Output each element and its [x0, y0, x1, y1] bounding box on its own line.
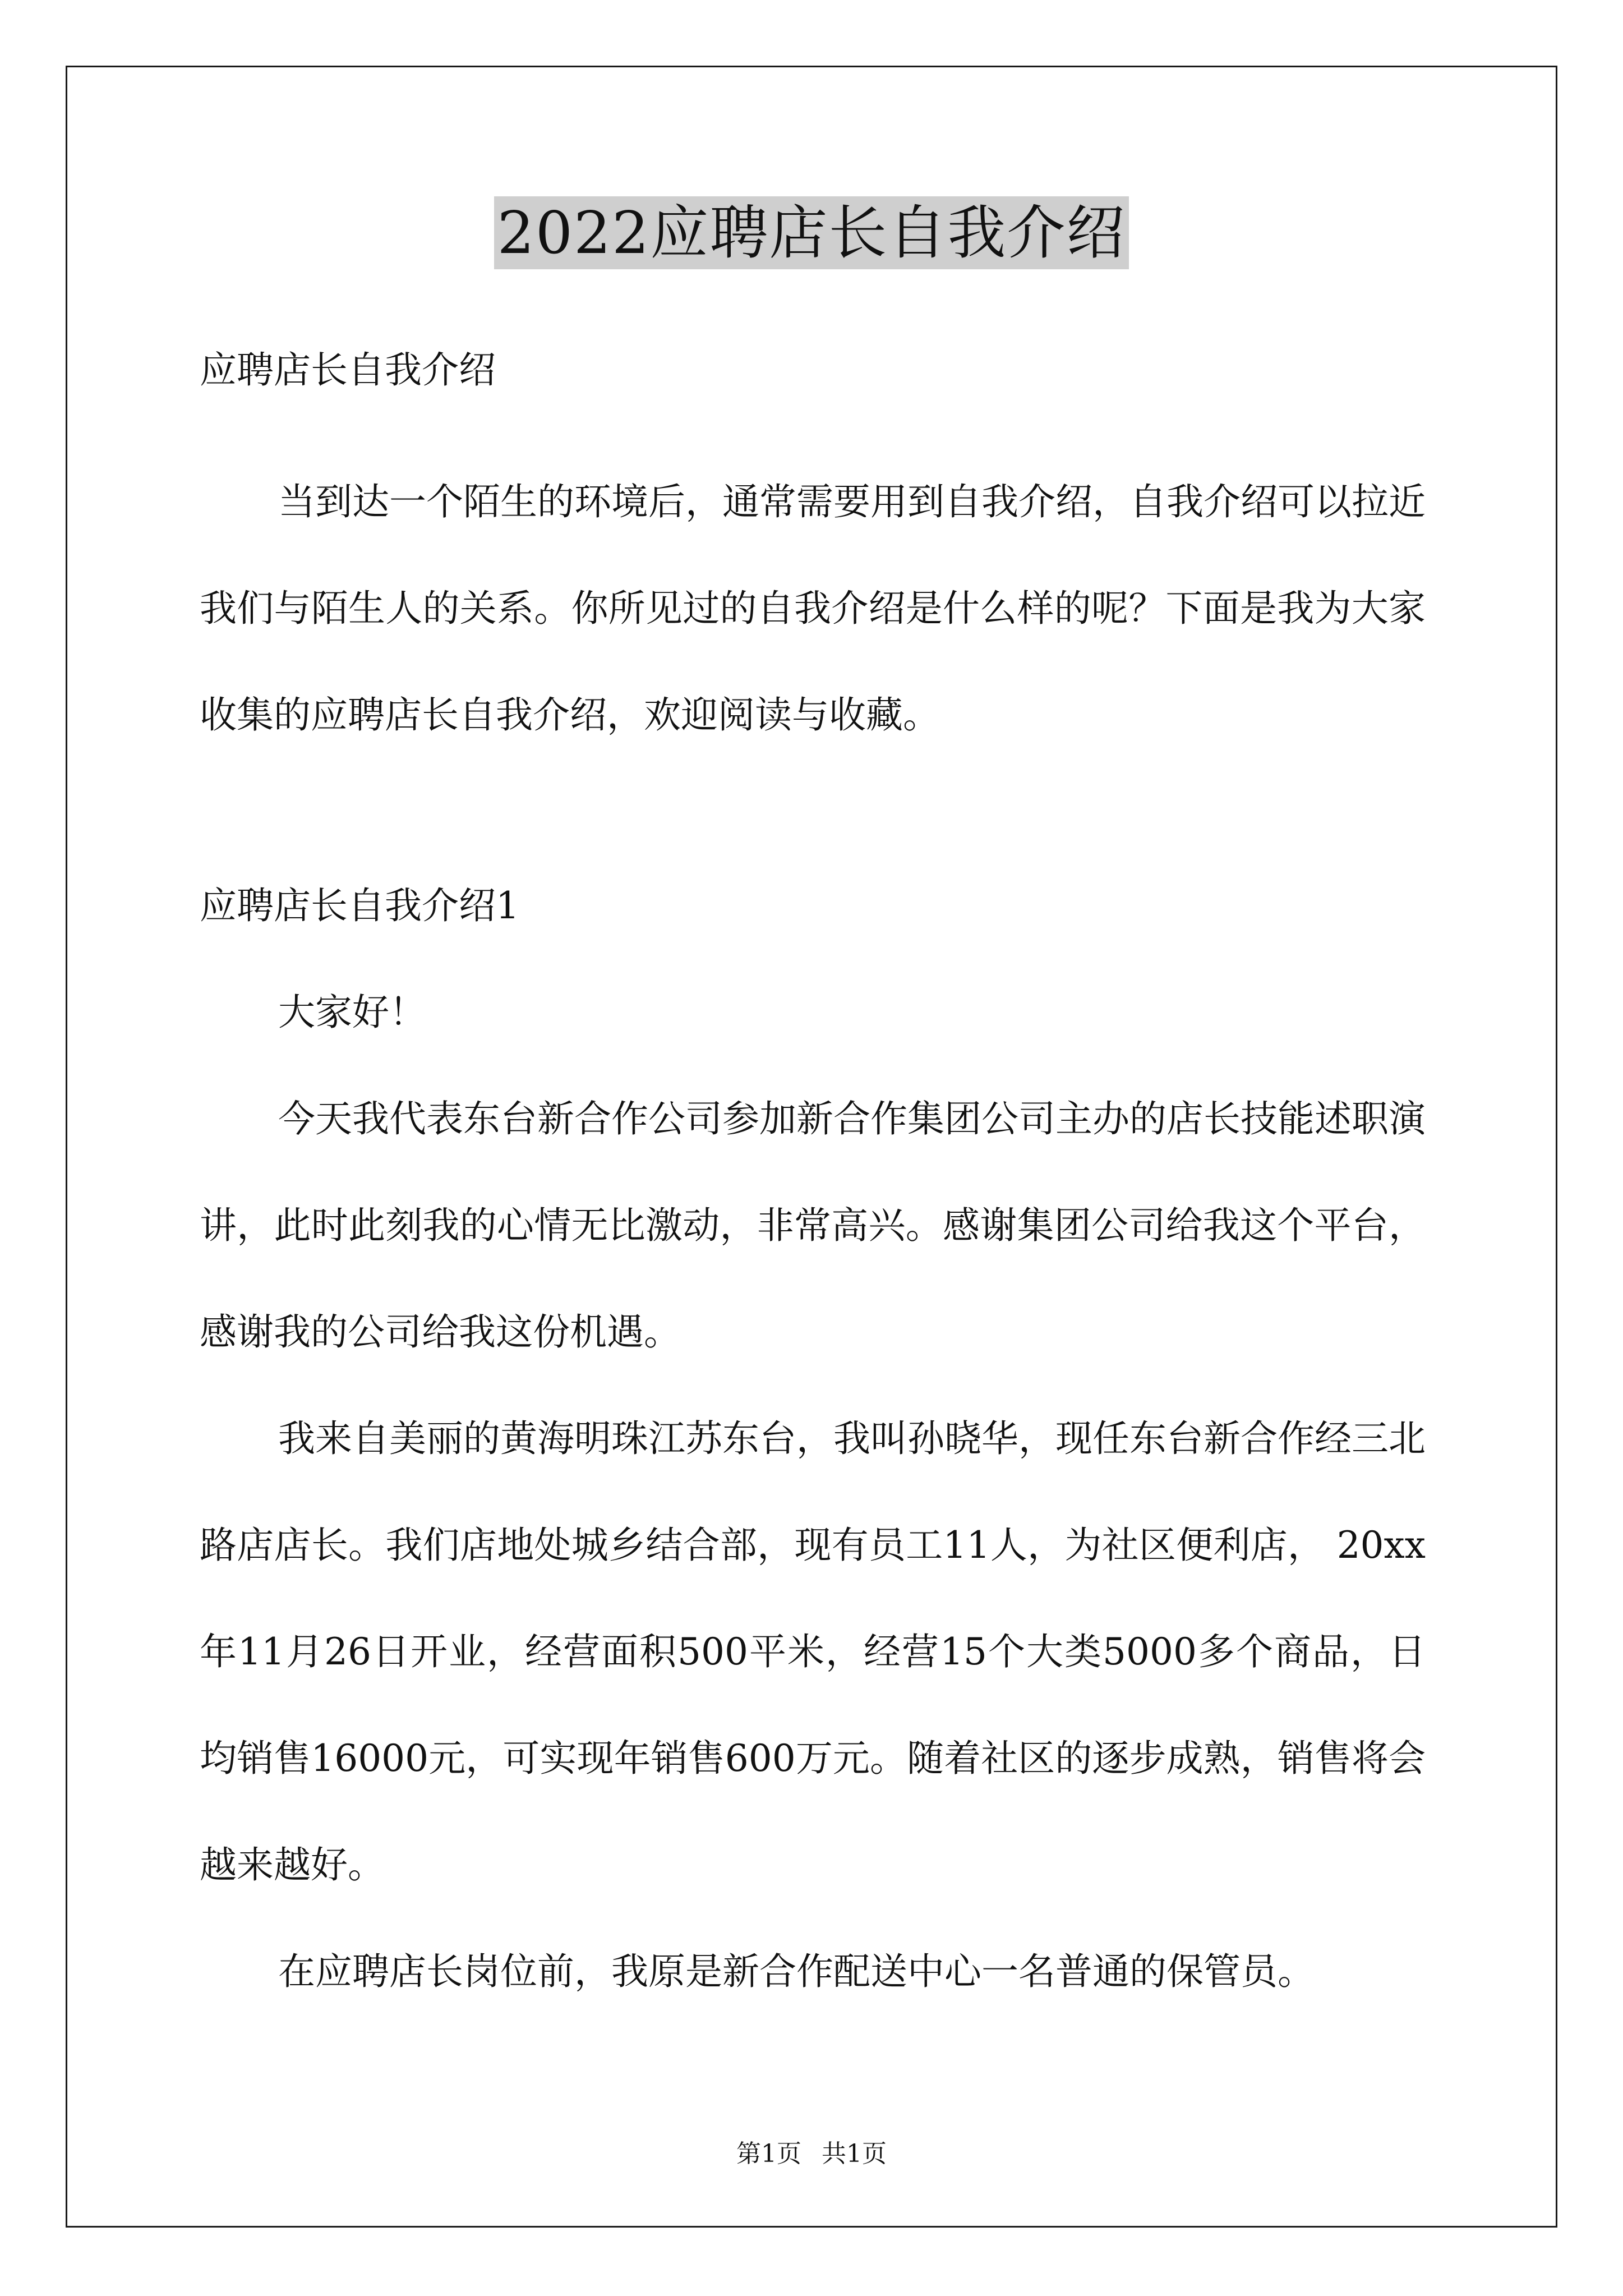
document-title: 2022应聘店长自我介绍 [494, 196, 1129, 269]
section-heading-1: 应聘店长自我介绍1 [200, 884, 519, 927]
greeting-paragraph: 大家好！ [278, 991, 426, 1034]
page-number: 第1页 [736, 2139, 801, 2168]
document-body [200, 342, 1426, 2025]
main-heading: 应聘店长自我介绍 [200, 348, 496, 392]
paragraph-1: 今天我代表东台新合作公司参加新合作集团公司主办的店长技能述职演讲，此时此刻我的心情无比激动，非常高兴。感谢集团公司给我这个平台，感谢我的公司给我这份机遇。 [200, 1097, 1426, 1354]
intro-paragraph: 当到达一个陌生的环境后，通常需要用到自我介绍，自我介绍可以拉近我们与陌生人的关系。你所见过的自我介绍是什么样的呢？下面是我为大家收集的应聘店长自我介绍，欢迎阅读与收藏。 [200, 480, 1426, 737]
page-footer [0, 2137, 1623, 2171]
paragraph-3: 在应聘店长岗位前，我原是新合作配送中心一名普通的保管员。 [278, 1950, 1315, 1993]
page-total: 共1页 [822, 2139, 887, 2168]
paragraph-2: 我来自美丽的黄海明珠江苏东台，我叫孙晓华，现任东台新合作经三北路店店长。我们店地处城乡结合部，现有员工11人，为社区便利店， 20xx年11月26日开业，经营面积500平米，经营15个大类5000多个商品，日均销售16000元，可实现年销售600万元。随着社区的逐步成熟，销售将会越来越好。 [200, 1417, 1426, 1887]
title-container [0, 196, 1623, 269]
